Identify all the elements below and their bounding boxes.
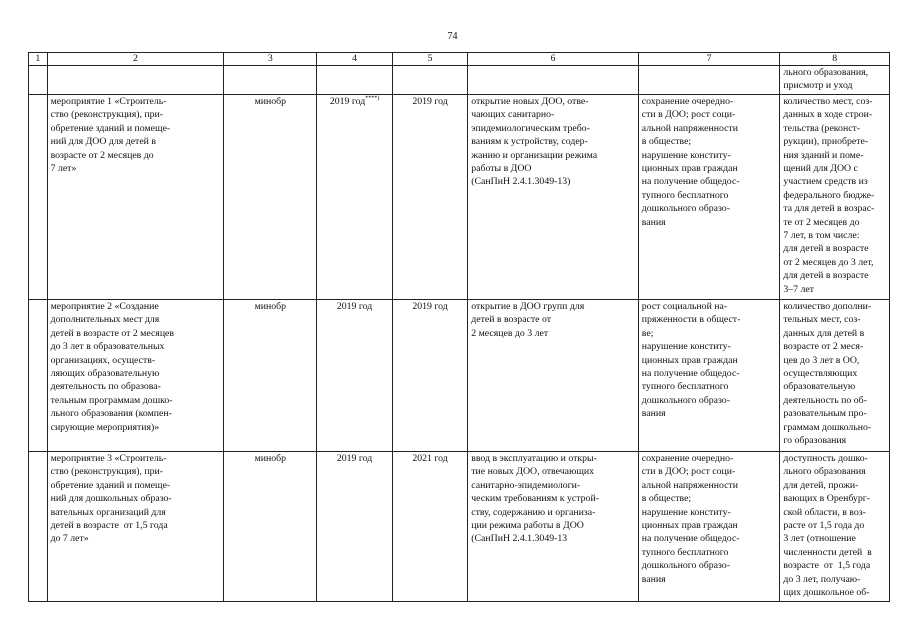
column-header-6: 6 [468,53,639,66]
indicator-cell: количество мест, соз- данных в ходе строи- тельства (реконст- рукции), приобрете- ния зданий и поме- щений для ДОО с участием средств из федерального бюдже- та для детей в возрас- те от 2 месяцев до 7 лет, в том числе: для детей в возрасте от 2 месяцев до 3 лет, для детей в возрасте 3–7 лет [780,95,890,300]
column-number-row [29,53,890,66]
result-cell: открытие в ДОО групп для детей в возрасте от 2 месяцев до 3 лет [468,300,639,452]
table-row [29,95,890,300]
consequences-cell: рост социальной на- пряженности в общест- ве; нарушение конститу- ционных прав граждан на получение общедос- тупного бесплатного дошкольного образо- вания [638,300,780,452]
column-header-5: 5 [392,53,467,66]
executor-cell: минобр [224,95,317,300]
footnote-mark: ****) [365,95,380,102]
consequences-cell: сохранение очередно- сти в ДОО; рост соци- альной напряженности в обществе; нарушение конститу- ционных прав граждан на получение общедос- тупного бесплатного дошкольного образо- вания [638,452,780,602]
measures-table [28,52,890,602]
indicator-cell: доступность дошко- льного образования для детей, прожи- вающих в Оренбург- ской области, в воз- расте от 1,5 года до 3 лет (отношение численности детей в возрасте от 1,5 года до 3 лет, получаю- щих дошкольное об- [780,452,890,602]
start-cell: 2019 год [317,300,392,452]
start-value: 2019 год [329,96,366,107]
column-header-8: 8 [780,53,890,66]
event-cell: мероприятие 3 «Строитель- ство (реконструкция), при- обретение зданий и помеще- ний для дошкольных образо- вательных организаций для детей в возрасте от 1,5 года до 7 лет» [47,452,224,602]
end-cell: 2019 год [392,300,467,452]
continuation-cell: льного образования, присмотр и уход [780,66,890,95]
table-row [29,452,890,602]
column-header-2: 2 [47,53,224,66]
continuation-row [29,66,890,95]
start-cell [317,95,392,300]
end-cell: 2021 год [392,452,467,602]
indicator-cell: количество дополни- тельных мест, соз- данных для детей в возрасте от 2 меся- цев до 3 лет в ОО, осуществляющих образовательную деятельность по об- разовательным про- граммам дошкольно- го образования [780,300,890,452]
executor-cell: минобр [224,300,317,452]
column-header-7: 7 [638,53,780,66]
column-header-3: 3 [224,53,317,66]
event-cell: мероприятие 1 «Строитель- ство (реконструкция), при- обретение зданий и помеще- ний для ДОО для детей в возрасте от 2 месяцев до 7 лет» [47,95,224,300]
result-cell: открытие новых ДОО, отве- чающих санитарно- эпидемиологическим требо- ваниям к устройству, содер- жанию и организации режима работы в ДОО (СанПиН 2.4.1.3049-13) [468,95,639,300]
end-cell: 2019 год [392,95,467,300]
start-cell: 2019 год [317,452,392,602]
consequences-cell: сохранение очередно- сти в ДОО; рост соци- альной напряженности в обществе; нарушение конститу- ционных прав граждан на получение общедос- тупного бесплатного дошкольного образо- вания [638,95,780,300]
column-header-4: 4 [317,53,392,66]
table-row [29,300,890,452]
page-number: 74 [447,31,458,42]
executor-cell: минобр [224,452,317,602]
result-cell: ввод в эксплуатацию и откры- тие новых ДОО, отвечающих санитарно-эпидемиологи- ческим требованиям к устрой- ству, содержанию и организа- ции режима работы в ДОО (СанПиН 2.4.1.3049-13 [468,452,639,602]
column-header-1: 1 [29,53,48,66]
event-cell: мероприятие 2 «Создание дополнительных мест для детей в возрасте от 2 месяцев до 3 лет в образовательных организациях, осуществ- ляющих образовательную деятельность по образова- тельным программам дошко- льного образования (компен- сирующие мероприятия)» [47,300,224,452]
